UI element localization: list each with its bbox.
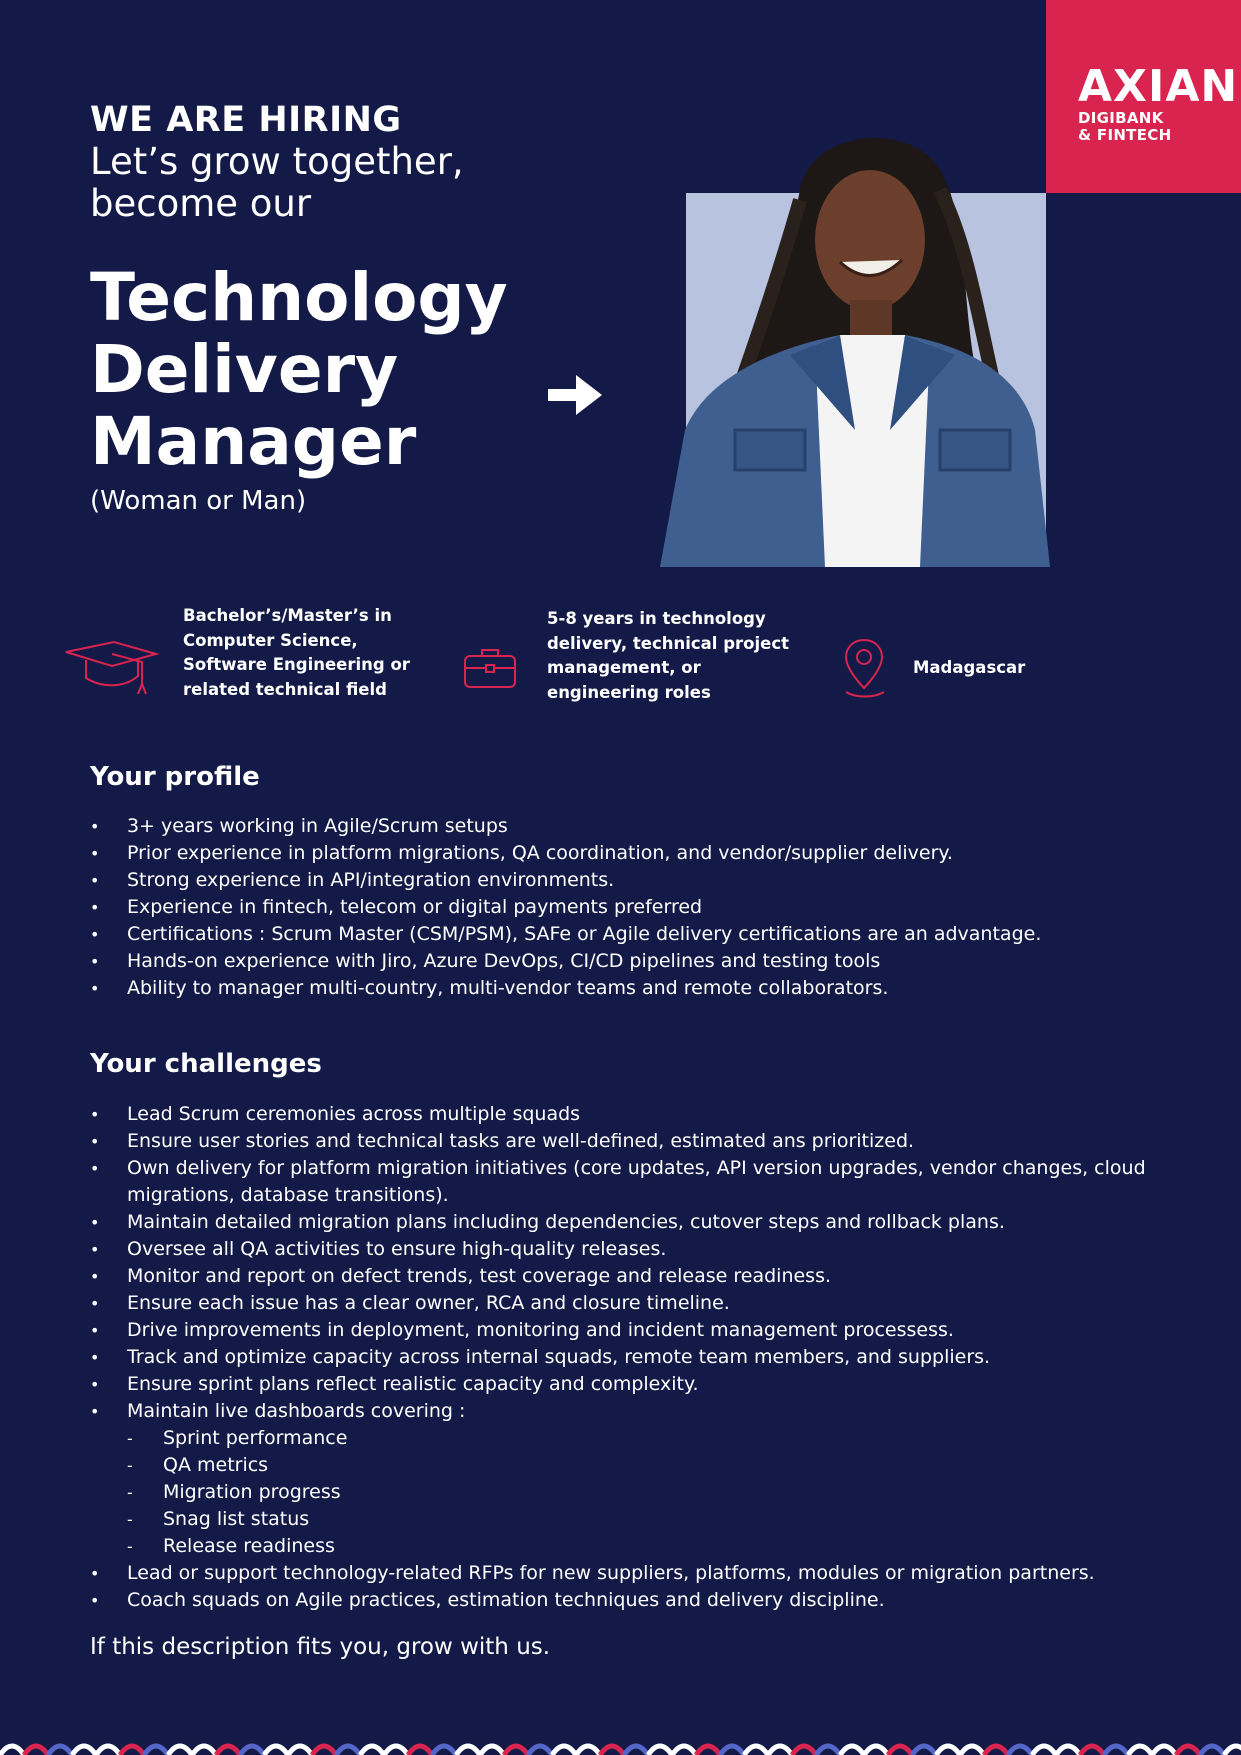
list-item: • Strong experience in API/integration environments.: [90, 867, 1190, 894]
brand-logo-subtitle-line-2: & FINTECH: [1078, 126, 1172, 144]
requirement-location: Madagascar: [913, 658, 1026, 677]
job-title-line-1: Technology: [90, 259, 508, 336]
list-item: • Certifications : Scrum Master (CSM/PSM), SAFe or Agile delivery certifications are an advantage.: [90, 921, 1190, 948]
list-item: • Maintain detailed migration plans including dependencies, cutover steps and rollback plans.: [90, 1209, 1190, 1236]
job-title-line-2: Delivery: [90, 331, 399, 408]
decorative-pattern-band: [0, 1733, 1241, 1755]
challenges-list: [90, 1101, 1190, 1614]
brand-logo-subtitle-line-1: DIGIBANK: [1078, 109, 1164, 127]
sublist-item: - QA metrics: [127, 1452, 1190, 1479]
dashboard-sublist: [127, 1425, 1190, 1560]
list-item: • Drive improvements in deployment, monitoring and incident management processess.: [90, 1317, 1190, 1344]
tagline: Let’s grow together, become our: [90, 140, 464, 225]
person-photo: [640, 130, 1060, 567]
graduation-cap-icon: [62, 640, 160, 696]
sublist-item: - Snag list status: [127, 1506, 1190, 1533]
requirement-education: Bachelor’s/Master’s in Computer Science, Software Engineering or related technical field: [183, 606, 410, 699]
list-item: • Lead or support technology-related RFPs for new suppliers, platforms, modules or migration partners.: [90, 1560, 1190, 1587]
profile-heading: Your profile: [90, 762, 260, 792]
list-item: • Prior experience in platform migrations, QA coordination, and vendor/supplier delivery.: [90, 840, 1190, 867]
list-item: • Lead Scrum ceremonies across multiple squads: [90, 1101, 1190, 1128]
briefcase-icon: [462, 646, 518, 690]
sublist-item: - Sprint performance: [127, 1425, 1190, 1452]
list-item-label: Maintain live dashboards covering :: [127, 1400, 466, 1422]
list-item: • Experience in fintech, telecom or digital payments preferred: [90, 894, 1190, 921]
list-item: • Monitor and report on defect trends, test coverage and release readiness.: [90, 1263, 1190, 1290]
job-title-line-3: Manager: [90, 403, 417, 480]
list-item: • Ensure each issue has a clear owner, RCA and closure timeline.: [90, 1290, 1190, 1317]
hiring-heading: WE ARE HIRING: [90, 100, 402, 140]
list-item: • Coach squads on Agile practices, estimation techniques and delivery discipline.: [90, 1587, 1190, 1614]
list-item: • Hands-on experience with Jiro, Azure DevOps, CI/CD pipelines and testing tools: [90, 948, 1190, 975]
list-item: • Own delivery for platform migration initiatives (core updates, API version upgrades, vendor changes, cloud migrations, database transitions).: [90, 1155, 1190, 1209]
list-item-dashboards: [90, 1398, 1190, 1560]
profile-list: [90, 813, 1190, 1002]
challenges-heading: Your challenges: [90, 1049, 322, 1079]
job-title: [90, 259, 560, 480]
arrow-right-icon: [544, 370, 606, 420]
sublist-item: - Release readiness: [127, 1533, 1190, 1560]
gender-note: (Woman or Man): [90, 486, 307, 516]
list-item: • 3+ years working in Agile/Scrum setups: [90, 813, 1190, 840]
list-item: • Ensure user stories and technical tasks are well-defined, estimated ans prioritized.: [90, 1128, 1190, 1155]
list-item: • Track and optimize capacity across internal squads, remote team members, and suppliers.: [90, 1344, 1190, 1371]
list-item: • Ability to manager multi-country, multi-vendor teams and remote collaborators.: [90, 975, 1190, 1002]
list-item: • Oversee all QA activities to ensure high-quality releases.: [90, 1236, 1190, 1263]
requirement-experience: 5-8 years in technology delivery, technical project management, or engineering roles: [547, 609, 790, 702]
closing-line: If this description fits you, grow with us.: [90, 1634, 551, 1660]
brand-logo-text: AXIAN: [1078, 61, 1239, 112]
brand-logo-subtitle: [1078, 110, 1171, 144]
sublist-item: - Migration progress: [127, 1479, 1190, 1506]
location-pin-icon: [838, 636, 890, 700]
list-item: • Ensure sprint plans reflect realistic capacity and complexity.: [90, 1371, 1190, 1398]
